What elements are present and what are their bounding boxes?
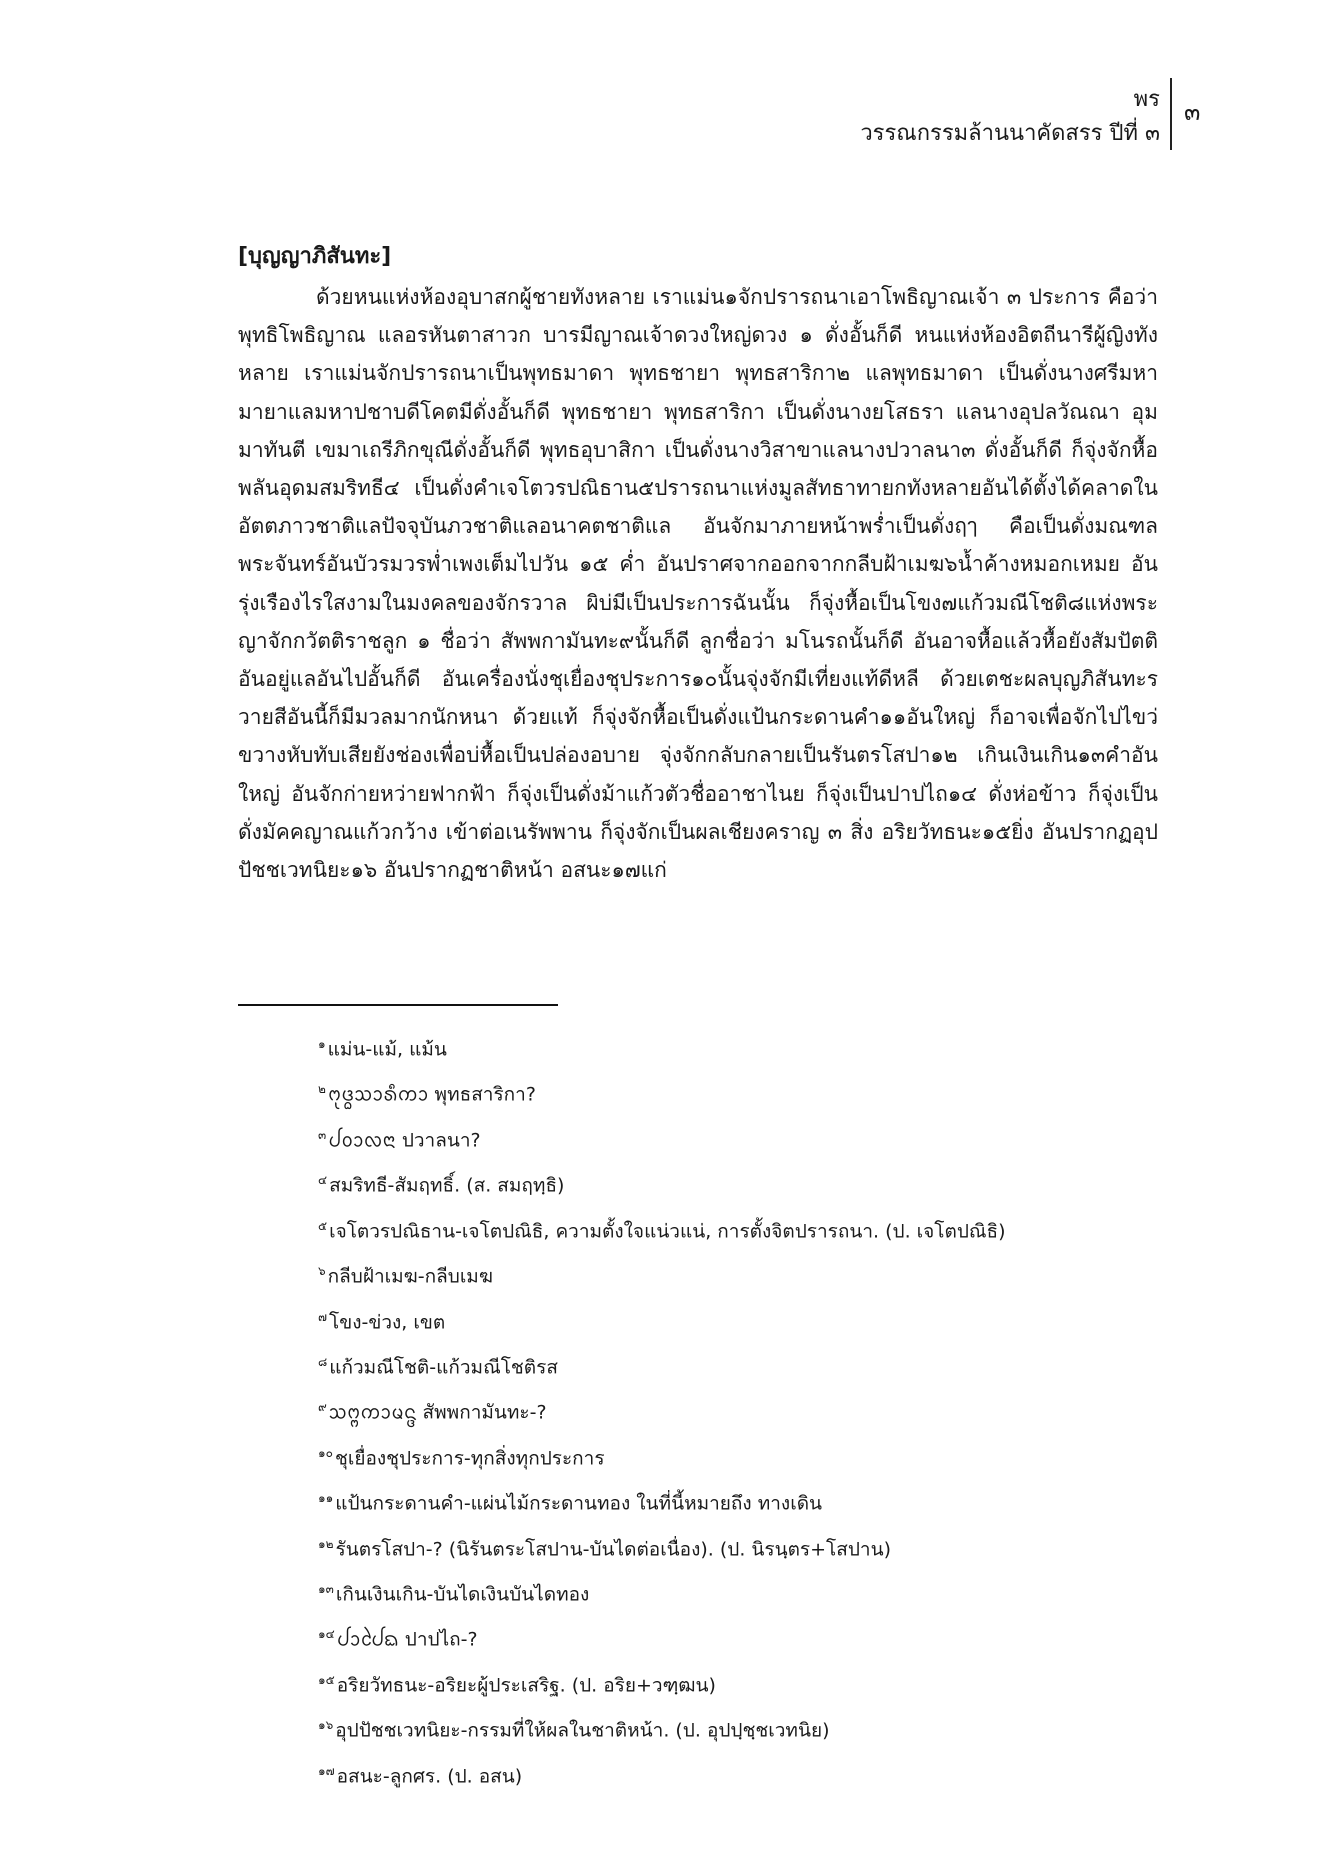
footnote-text: ชุเยื่องชุประการ-ทุกสิ่งทุกประการ bbox=[334, 1447, 605, 1470]
footnote-number: ๔ bbox=[318, 1173, 328, 1188]
footnote-text: อุปปัชชเวทนิยะ-กรรมที่ให้ผลในชาติหน้า. (ป. อุปปฺชฺชเวทนิย) bbox=[335, 1719, 830, 1742]
footnote-text: แป้นกระดานคำ-แผ่นไม้กระดานทอง ในที่นี้หมายถึง ทางเดิน bbox=[335, 1492, 823, 1515]
footnote-item bbox=[318, 1115, 1138, 1160]
footnote-number: ๑๒ bbox=[318, 1536, 334, 1551]
footnote-item bbox=[318, 1660, 1138, 1705]
footnote-item bbox=[318, 1433, 1138, 1478]
footnote-list bbox=[318, 1024, 1138, 1796]
body-paragraph bbox=[238, 278, 1158, 889]
running-header bbox=[860, 84, 1160, 152]
header-journal-title: วรรณกรรมล้านนาคัดสรร ปีที่ ๓ bbox=[860, 121, 1160, 146]
footnote-item bbox=[318, 1206, 1138, 1251]
footnote-number: ๓ bbox=[318, 1127, 327, 1142]
section-heading: [บุญญาภิสันทะ] bbox=[238, 244, 392, 269]
footnote-number: ๑๑ bbox=[318, 1491, 334, 1506]
main-text bbox=[238, 238, 1158, 889]
footnote-number: ๑ bbox=[318, 1037, 326, 1051]
footnote-item bbox=[318, 1614, 1138, 1659]
footnote-text: แม่น-แม้, แม้น bbox=[327, 1038, 447, 1061]
footnote-number: ๑๗ bbox=[318, 1763, 335, 1778]
footnote-item bbox=[318, 1387, 1138, 1432]
header-abbreviation: พร bbox=[1133, 87, 1160, 112]
page-number: ๓ bbox=[1184, 98, 1201, 126]
footnote-text: ᨻᩩᨴ᩠ᨵᩈᩣᩁᩥᨠᩣ พุทธสาริกา? bbox=[327, 1083, 536, 1106]
footnote-number: ๑๔ bbox=[318, 1627, 335, 1642]
footnote-text: โขง-ข่วง, เขต bbox=[329, 1310, 446, 1333]
footnote-text: แก้วมณีโชติ-แก้วมณีโชติรส bbox=[329, 1356, 558, 1379]
footnote-separator bbox=[238, 1004, 558, 1006]
footnote-number: ๖ bbox=[318, 1264, 326, 1279]
footnote-number: ๘ bbox=[318, 1354, 328, 1369]
header-divider bbox=[1170, 78, 1172, 150]
footnote-number: ๙ bbox=[318, 1400, 327, 1415]
footnote-item bbox=[318, 1478, 1138, 1523]
footnote-number: ๒ bbox=[318, 1082, 326, 1097]
footnote-item bbox=[318, 1342, 1138, 1387]
footnote-item bbox=[318, 1069, 1138, 1114]
footnote-item bbox=[318, 1705, 1138, 1750]
footnote-number: ๕ bbox=[318, 1218, 328, 1233]
footnote-number: ๑๐ bbox=[318, 1445, 333, 1460]
footnote-text: รันตรโสปา-? (นิรันตระโสปาน-บันไดต่อเนื่อง). (ป. นิรนฺตร+โสปาน) bbox=[335, 1537, 891, 1560]
body-paragraph-text: ด้วยหนแห่งห้องอุบาสกผู้ชายทังหลาย เราแม่น๑จักปรารถนาเอาโพธิญาณเจ้า ๓ ประการ คือว่า พุทธิโพธิญาณ แลอรหันตาสาวก บารมีญาณเจ้าดวงใหญ่ดวง ๑ ดั่งอั้นก็ดี หนแห่งห้องอิตถีนารีผู้ญิงทังหลาย เราแม่นจักปรารถนาเป็นพุทธมาดา พุทธชายา พุทธสาริกา๒ แลพุทธมาดา เป็นดั่งนางศรีมหามายาแลมหาปชาบดีโคตมีดั่งอั้นก็ดี พุทธชายา พุทธสาริกา เป็นดั่งนางยโสธรา แลนางอุปลวัณณา อุมมาทันตี เขมาเถรีภิกขุณีดั่งอั้นก็ดี พุทธอุบาสิกา เป็นดั่งนางวิสาขาแลนางปวาลนา๓ ดั่งอั้นก็ดี ก็จุ่งจักหื้อพลันอุดมสมริทธี๔ เป็นดั่งคำเจโตวรปณิธาน๕ปรารถนาแห่งมูลสัทธาทายกทังหลายอันได้ตั้งได้คลาดในอัตตภาวชาติแลปัจจุบันภวชาติแลอนาคตชาติแล อันจักมาภายหน้าพร่ำเป็นดั่งฤๅ คือเป็นดั่งมณฑลพระจันทร์อันบัวรมวรพ่ำเพงเต็มไปวัน ๑๕ ค่ำ อันปราศจากออกจากกลีบฝ้าเมฆ๖น้ำค้างหมอกเหมย อันรุ่งเรืองไรใสงามในมงคลของจักรวาล ผิบ่มีเป็นประการฉันนั้น ก็จุ่งหื้อเป็นโขง๗แก้วมณีโชติ๘แห่งพระญาจักกวัตติราชลูก ๑ ชื่อว่า สัพพกามันทะ๙นั้นก็ดี ลูกชื่อว่า มโนรถนั้นก็ดี อันอาจหื้อแล้วหื้อยังสัมปัตติอันอยู่แลอันไปอั้นก็ดี อันเครื่องนั่งชุเยื่องชุประการ๑๐นั้นจุ่งจักมีเที่ยงแท้ดีหลี ด้วยเตชะผลบุญภิสันทะรวายสีอันนี้ก็มีมวลมากนักหนา ด้วยแท้ ก็จุ่งจักหื้อเป็นดั่งแป้นกระดานคำ๑๑อันใหญ่ ก็อาจเพื่อจักไปไขว่ขวางหับทับเสียยังช่องเพื่อบ่หื้อเป็นปล่องอบาย จุ่งจักกลับกลายเป็นรันตรโสปา๑๒ เกินเงินเกิน๑๓คำอันใหญ่ อันจักก่ายหว่ายฟากฟ้า ก็จุ่งเป็นดั่งม้าแก้วตัวชื่ออาชาไนย ก็จุ่งเป็นปาปไถ๑๔ ดั่งห่อข้าว ก็จุ่งเป็นดั่งมัคคญาณแก้วกว้าง เข้าต่อเนรัพพาน ก็จุ่งจักเป็นผลเชียงคราญ ๓ สิ่ง อริยวัทธนะ๑๕ยิ่ง อันปรากฏอุปปัชชเวทนิยะ๑๖ อันปรากฏชาติหน้า อสนะ๑๗แก่ bbox=[238, 285, 1158, 883]
footnote-item bbox=[318, 1251, 1138, 1296]
footnote-text: อริยวัทธนะ-อริยะผู้ประเสริฐ. (ป. อริย+วฑฺฒน) bbox=[336, 1674, 716, 1697]
footnote-text: ᨸᩣᨸᩱᨳ ปาปไถ-? bbox=[336, 1628, 478, 1651]
footnote-item bbox=[318, 1751, 1138, 1796]
footnote-item bbox=[318, 1160, 1138, 1205]
footnote-number: ๑๓ bbox=[318, 1582, 334, 1597]
footnote-item bbox=[318, 1524, 1138, 1569]
footnote-text: กลีบฝ้าเมฆ-กลีบเมฆ bbox=[327, 1265, 493, 1288]
footnote-text: สมริทธี-สัมฤทธิ์. (ส. สมฤทฺธิ) bbox=[329, 1174, 565, 1197]
footnote-number: ๑๕ bbox=[318, 1672, 335, 1687]
footnote-text: เกินเงินเกิน-บันไดเงินบันไดทอง bbox=[335, 1583, 590, 1606]
footnote-text: ᨸᩅᩣᩃᨶᩣ ปวาลนา? bbox=[328, 1129, 481, 1152]
footnote-text: อสนะ-ลูกศร. (ป. อสน) bbox=[336, 1765, 523, 1788]
footnote-item bbox=[318, 1569, 1138, 1614]
footnote-item bbox=[318, 1297, 1138, 1342]
footnote-text: ᩈᨻ᩠ᨻᨠᩣᨾᨶ᩠ᨴ สัพพกามันทะ-? bbox=[328, 1401, 547, 1424]
footnote-number: ๗ bbox=[318, 1309, 328, 1324]
footnote-item bbox=[318, 1024, 1138, 1069]
footnote-number: ๑๖ bbox=[318, 1718, 334, 1733]
footnote-text: เจโตวรปณิธาน-เจโตปณิธิ, ความตั้งใจแน่วแน่, การตั้งจิตปรารถนา. (ป. เจโตปณิธิ) bbox=[329, 1220, 1006, 1243]
